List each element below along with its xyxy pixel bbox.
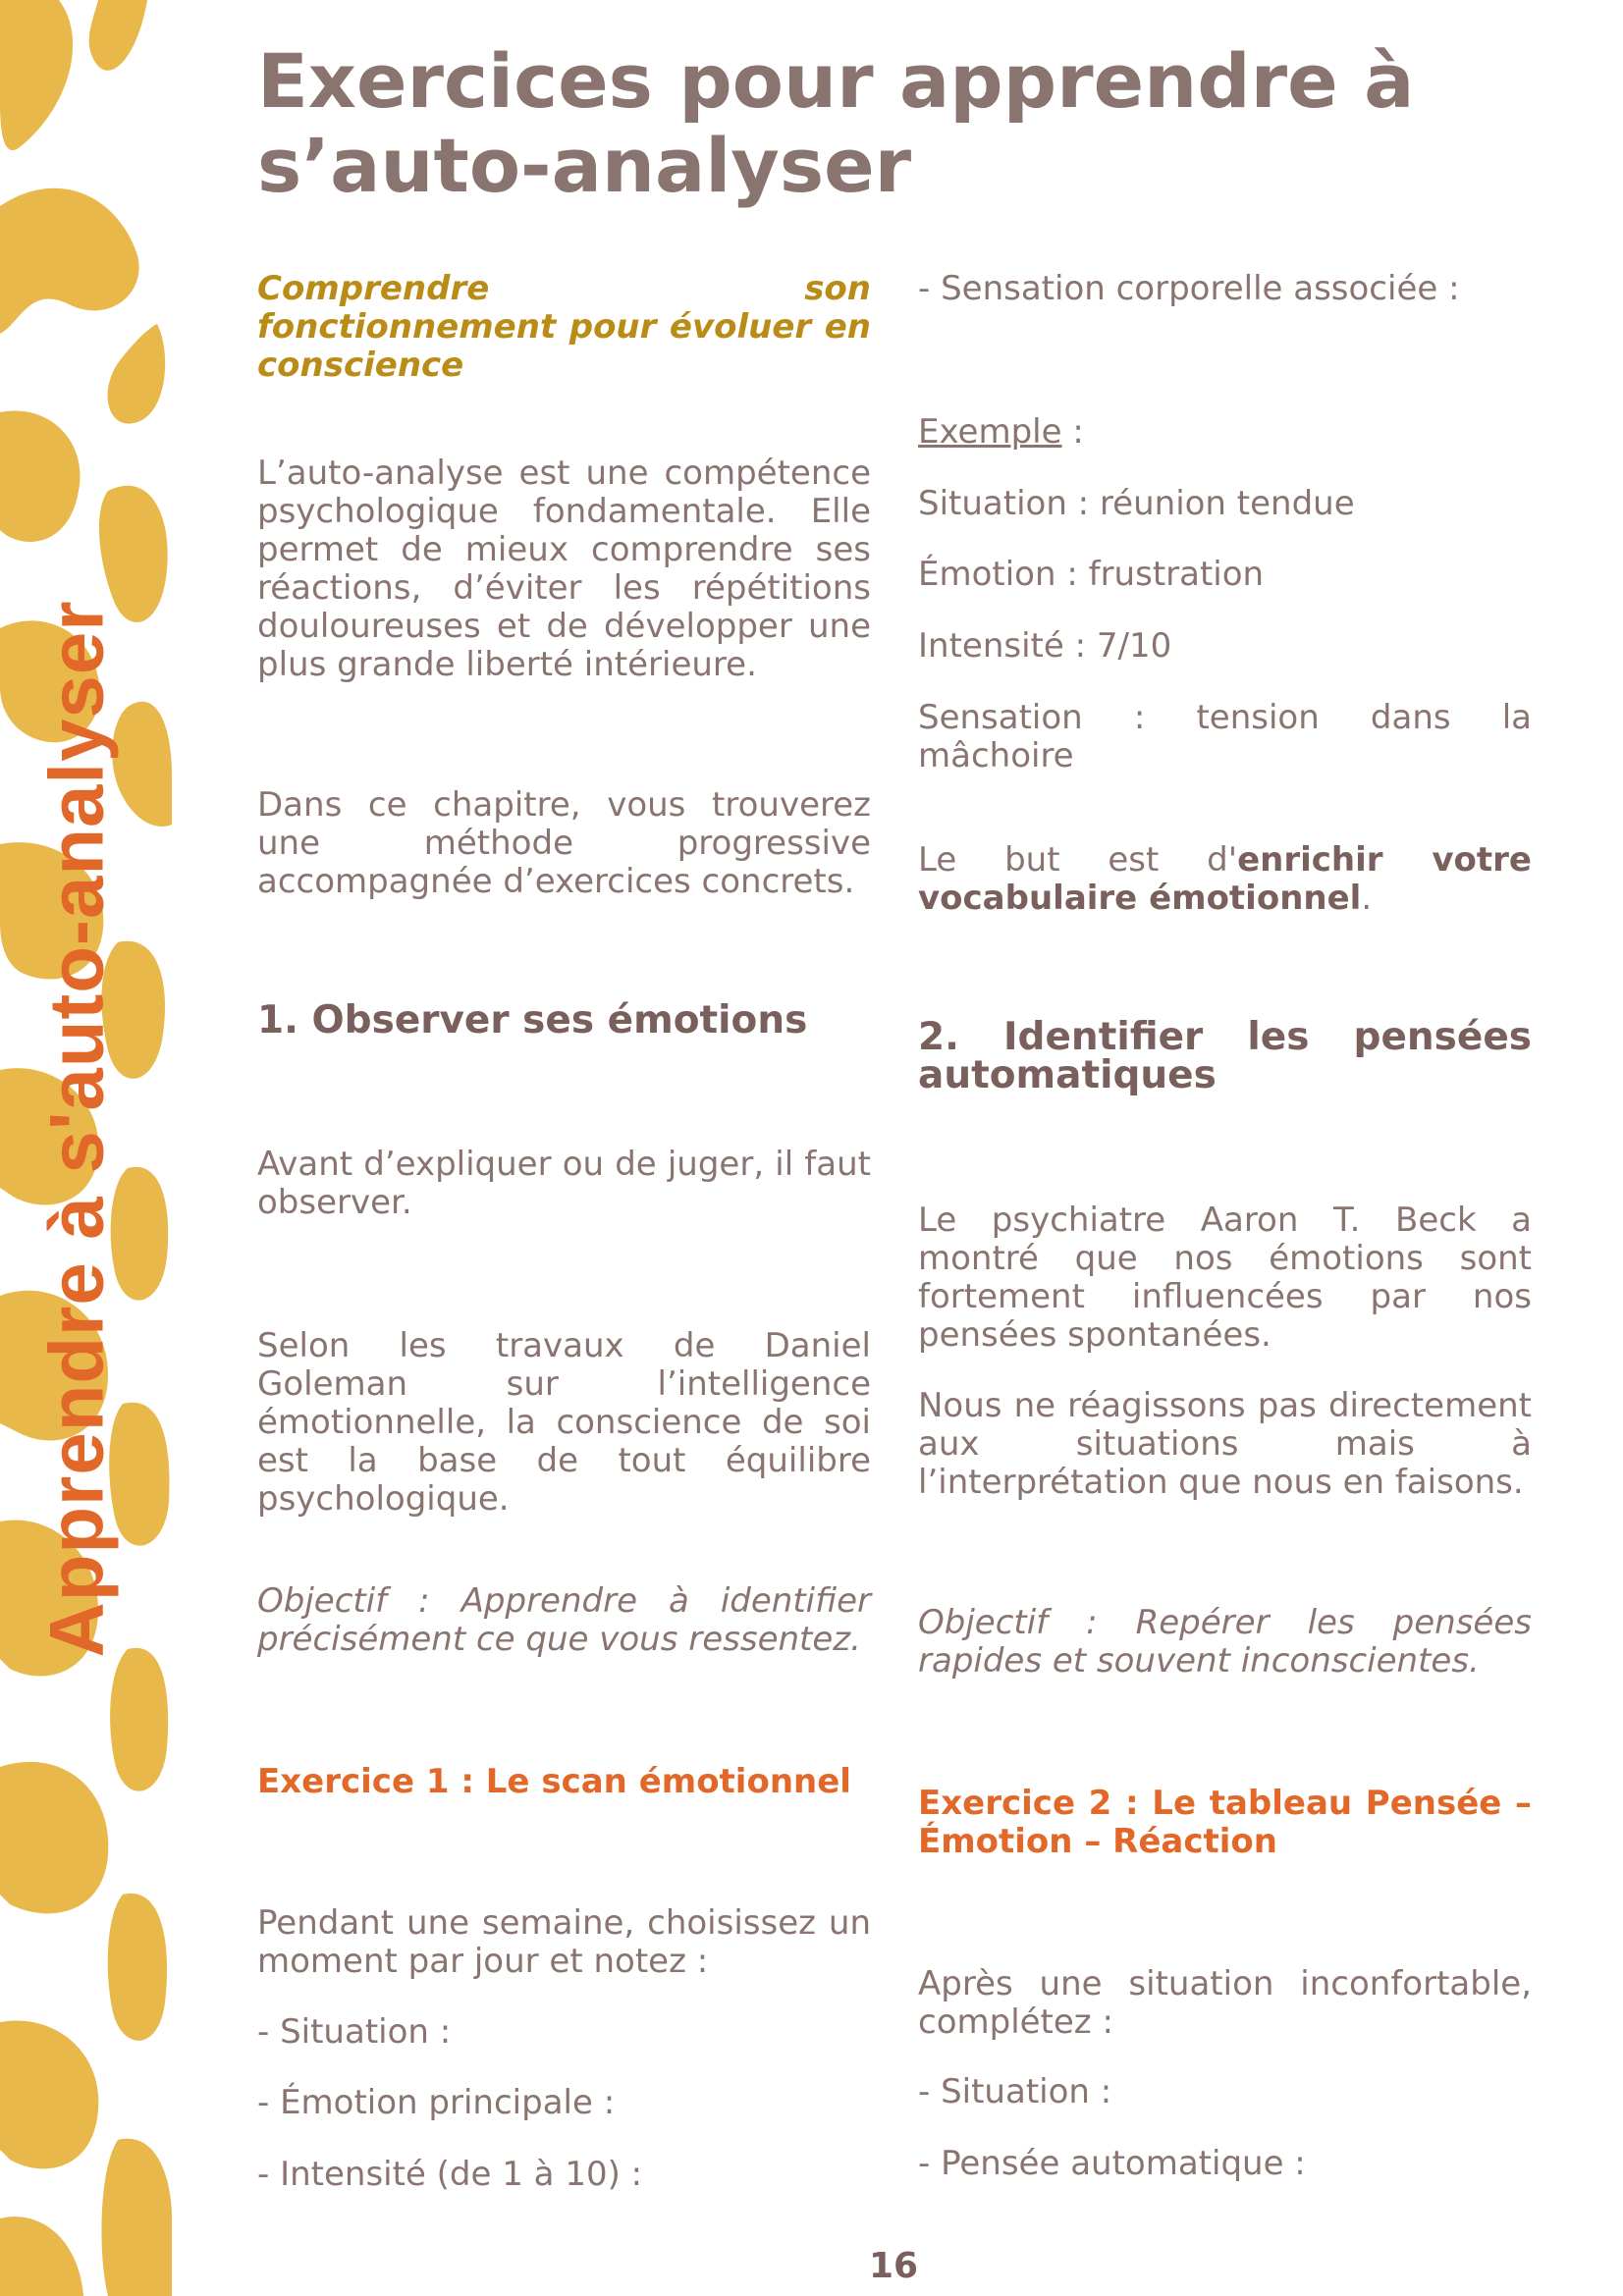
exercise1-heading: Exercice 1 : Le scan émotionnel xyxy=(257,1762,851,1801)
beck-paragraph: Le psychiatre Aaron T. Beck a montré que nos émotions sont fortement influencées par nos pensées spontanées. xyxy=(918,1201,1532,1355)
exercise1-item: - Émotion principale : xyxy=(257,2083,616,2122)
exercise1-intro: Pendant une semaine, choisissez un moment par jour et notez : xyxy=(257,1903,871,1981)
example-line: Sensation : tension dans la mâchoire xyxy=(918,698,1532,775)
exercise2-intro: Après une situation inconfortable, complétez : xyxy=(918,1964,1532,2042)
section1-objective: Objectif : Apprendre à identifier précisément ce que vous ressentez. xyxy=(257,1581,871,1659)
exercise2-heading: Exercice 2 : Le tableau Pensée – Émotion – Réaction xyxy=(918,1784,1532,1861)
example-label: Exemple xyxy=(918,412,1062,452)
page-title: Exercices pour apprendre à s’auto-analyser xyxy=(257,37,1415,209)
subtitle: Comprendre son fonctionnement pour évoluer en conscience xyxy=(257,269,871,385)
section-heading-observe: 1. Observer ses émotions xyxy=(257,998,808,1042)
example-line: Émotion : frustration xyxy=(918,555,1265,594)
example-label-line: Exemple : xyxy=(918,412,1084,452)
goleman-paragraph: Selon les travaux de Daniel Goleman sur l’intelligence émotionnelle, la conscience de soi est la base de tout équilibre psychologique. xyxy=(257,1326,871,1519)
example-line: Intensité : 7/10 xyxy=(918,626,1172,666)
section1-paragraph: Avant d’expliquer ou de juger, il faut observer. xyxy=(257,1145,871,1222)
goal-paragraph: Le but est d'enrichir votre vocabulaire émotionnel. xyxy=(918,840,1532,918)
intro-paragraph: L’auto-analyse est une compétence psychologique fondamentale. Elle permet de mieux comprendre ses réactions, d’éviter les répétitions douloureuses et de développer une plus grande liberté intérieure. xyxy=(257,454,871,684)
page-number: 16 xyxy=(868,2246,919,2286)
chapter-intro-paragraph: Dans ce chapitre, vous trouverez une méthode progressive accompagnée d’exercices concrets. xyxy=(257,785,871,901)
goal-emphasis: enrichir votre vocabulaire émotionnel xyxy=(918,840,1532,918)
exercise2-item: - Situation : xyxy=(918,2072,1112,2111)
example-line: Situation : réunion tendue xyxy=(918,484,1355,523)
side-title: Apprendre à s'auto-analyser xyxy=(32,600,120,1658)
exercise1-item: - Sensation corporelle associée : xyxy=(918,269,1460,308)
exercise1-item: - Intensité (de 1 à 10) : xyxy=(257,2155,643,2194)
interpretation-paragraph: Nous ne réagissons pas directement aux situations mais à l’interprétation que nous en faisons. xyxy=(918,1386,1532,1502)
exercise2-item: - Pensée automatique : xyxy=(918,2144,1306,2183)
section-heading-thoughts: 2. Identifier les pensées automatiques xyxy=(918,1015,1532,1097)
exercise1-item: - Situation : xyxy=(257,2012,452,2052)
section2-objective: Objectif : Repérer les pensées rapides et souvent inconscientes. xyxy=(918,1603,1532,1681)
